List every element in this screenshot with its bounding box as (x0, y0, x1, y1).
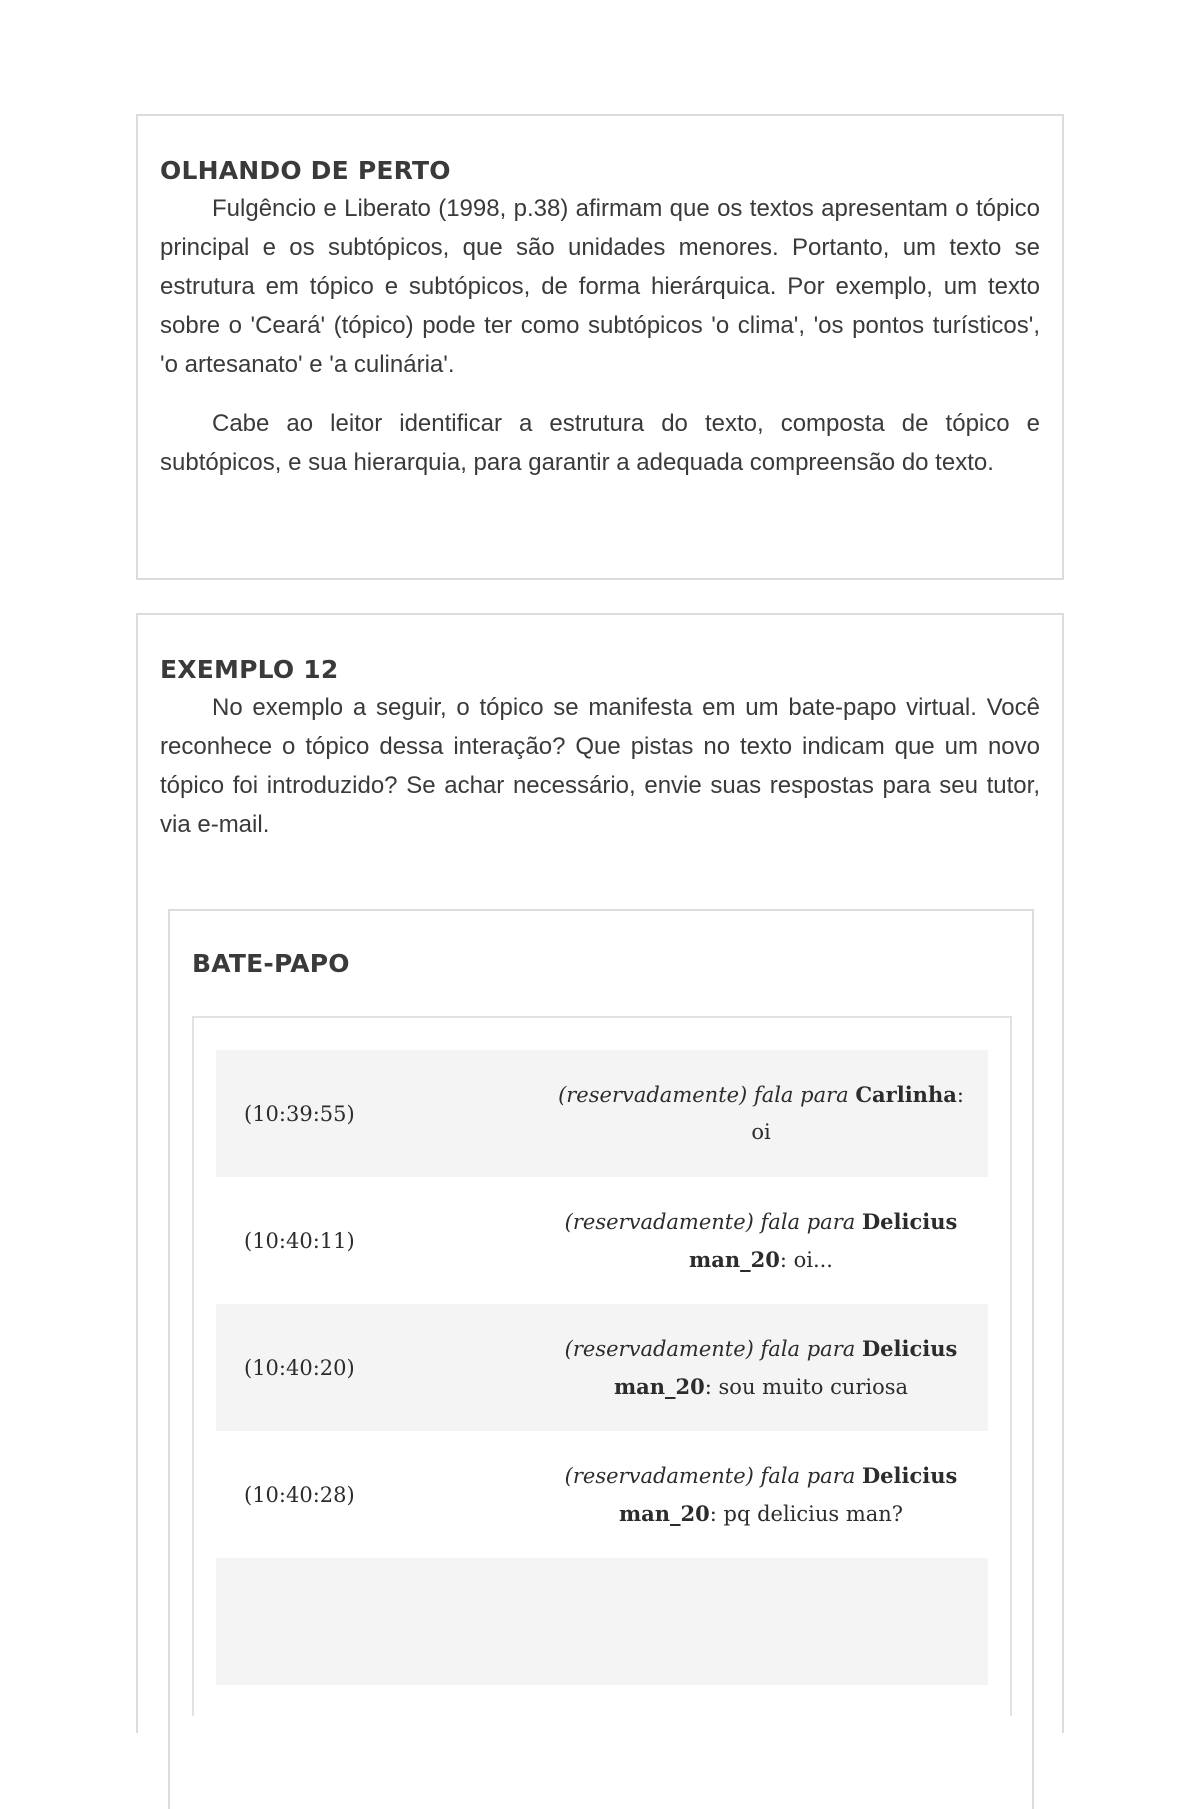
chat-message (216, 1050, 988, 1177)
chat-message (216, 1304, 988, 1431)
olhando-de-perto-box (136, 114, 1064, 580)
chat-prefix: (reservadamente) fala para (564, 1209, 862, 1234)
chat-log (192, 1016, 1012, 1716)
chat-text: : pq delicius man? (709, 1501, 904, 1526)
chat-recipient: Delicius man_20 (618, 1462, 958, 1526)
chat-timestamp: (10:40:11) (244, 1228, 355, 1253)
chat-message-text (556, 1457, 966, 1533)
chat-prefix: (reservadamente) fala para (558, 1083, 856, 1107)
exemplo-12-box (136, 613, 1064, 1733)
olhando-paragraph-2: Cabe ao leitor identificar a estrutura do texto, composta de tópico e subtópicos, e sua hierarquia, para garantir a adequada compreensão do texto. (160, 410, 1040, 476)
exemplo-heading: EXEMPLO 12 (160, 655, 339, 684)
chat-message-text (556, 1330, 966, 1406)
chat-text: : oi... (779, 1247, 833, 1272)
chat-timestamp: (10:39:55) (244, 1101, 355, 1126)
chat-timestamp: (10:40:28) (244, 1482, 355, 1507)
chat-message-text (556, 1203, 966, 1279)
exemplo-paragraph: No exemplo a seguir, o tópico se manifesta em um bate-papo virtual. Você reconhece o tópico dessa interação? Que pistas no texto indicam que um novo tópico foi introduzido? Se achar necessário, envie suas respostas para seu tutor, via e-mail. (160, 694, 1040, 838)
chat-text: : sou muito curiosa (704, 1374, 909, 1399)
chat-recipient: Carlinha (855, 1082, 957, 1107)
bate-papo-heading: BATE-PAPO (192, 949, 350, 978)
chat-text: : oi (751, 1083, 964, 1144)
chat-prefix: (reservadamente) fala para (564, 1463, 862, 1488)
olhando-paragraph-1: Fulgêncio e Liberato (1998, p.38) afirmam que os textos apresentam o tópico principal e os subtópicos, que são unidades menores. Portanto, um texto se estrutura em tópico e subtópicos, de forma hierárquica. Por exemplo, um texto sobre o 'Ceará' (tópico) pode ter como subtópicos 'o clima', 'os pontos turísticos', 'o artesanato' e 'a culinária'. (160, 195, 1040, 378)
chat-timestamp: (10:40:20) (244, 1355, 355, 1380)
olhando-heading: OLHANDO DE PERTO (160, 156, 451, 185)
chat-message (216, 1177, 988, 1304)
chat-message (216, 1431, 988, 1558)
bate-papo-box (168, 909, 1034, 1809)
chat-recipient: Delicius man_20 (689, 1208, 958, 1272)
chat-prefix: (reservadamente) fala para (564, 1336, 862, 1361)
chat-recipient: Delicius man_20 (613, 1335, 958, 1399)
chat-message-partial (216, 1558, 988, 1685)
chat-message-text (556, 1076, 966, 1151)
